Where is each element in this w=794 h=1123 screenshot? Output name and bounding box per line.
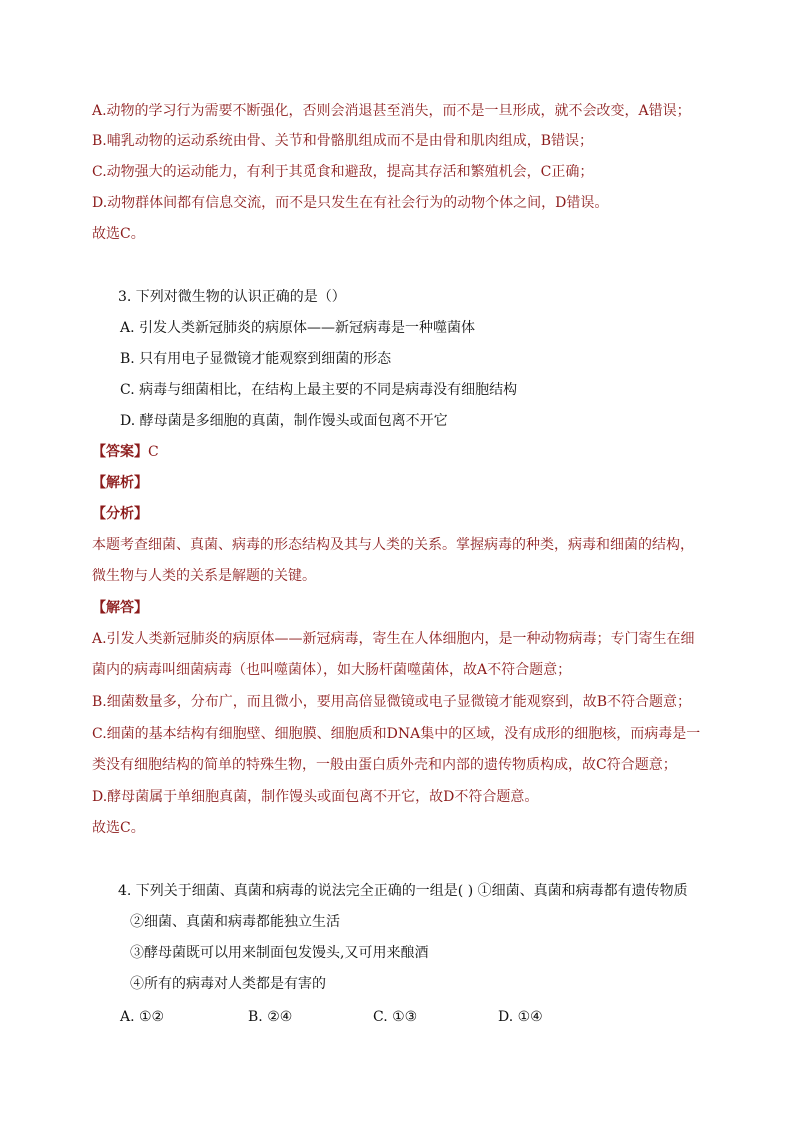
q3-jieda-line-4: C.细菌的基本结构有细胞壁、细胞膜、细胞质和DNA集中的区域，没有成形的细胞核，而病毒是一 — [92, 726, 701, 742]
q4-option-c: C. ①③ — [373, 1009, 418, 1025]
q3-jieda-line-2: 菌内的病毒叫细菌病毒（也叫噬菌体），如大肠杆菌噬菌体，故A不符合题意； — [92, 662, 572, 678]
q4-option-d: D. ①④ — [498, 1009, 543, 1025]
q3-option-b: B. 只有用电子显微镜才能观察到细菌的形态 — [120, 351, 392, 367]
q3-stem: 3. 下列对微生物的认识正确的是（） — [118, 289, 346, 305]
q4-item-4: ④所有的病毒对人类都是有害的 — [130, 976, 326, 992]
q3-option-c: C. 病毒与细菌相比，在结构上最主要的不同是病毒没有细胞结构 — [120, 382, 518, 398]
analysis-q2-conclusion: 故选C。 — [92, 226, 145, 242]
q3-conclusion: 故选C。 — [92, 820, 145, 836]
q4-option-a: A. ①② — [120, 1009, 165, 1025]
analysis-q2-a: A.动物的学习行为需要不断强化，否则会消退甚至消失，而不是一旦形成，就不会改变，A错误； — [92, 103, 691, 119]
analysis-q2-b: B.哺乳动物的运动系统由骨、关节和骨骼肌组成而不是由骨和肌肉组成，B错误； — [92, 133, 594, 149]
analysis-q2-d: D.动物群体间都有信息交流，而不是只发生在有社会行为的动物个体之间，D错误。 — [92, 195, 609, 211]
q3-jieda-line-1: A.引发人类新冠肺炎的病原体——新冠病毒，寄生在人体细胞内，是一种动物病毒；专门寄生在细 — [92, 631, 695, 647]
q3-jieda-heading: 【解答】 — [92, 600, 148, 616]
q4-option-b: B. ②④ — [248, 1009, 293, 1025]
analysis-q2-c: C.动物强大的运动能力，有利于其觅食和避敌，提高其存活和繁殖机会，C正确； — [92, 164, 594, 180]
q3-answer-value: C — [148, 444, 159, 460]
q3-jiexi-heading: 【解析】 — [92, 475, 148, 491]
q4-item-3: ③酵母菌既可以用来制面包发馒头,又可用来酿酒 — [130, 945, 429, 961]
q3-answer-label: 【答案】 — [92, 444, 148, 460]
q3-fenxi-heading: 【分析】 — [92, 506, 148, 522]
q3-option-a: A. 引发人类新冠肺炎的病原体——新冠病毒是一种噬菌体 — [120, 320, 476, 336]
q3-answer — [92, 442, 159, 462]
q3-jieda-line-5: 类没有细胞结构的简单的特殊生物，一般由蛋白质外壳和内部的遗传物质构成，故C符合题意； — [92, 757, 677, 773]
q3-option-d: D. 酵母菌是多细胞的真菌，制作馒头或面包离不开它 — [120, 413, 448, 429]
q3-fenxi-text-2: 微生物与人类的关系是解题的关键。 — [92, 568, 316, 584]
q3-jieda-line-6: D.酵母菌属于单细胞真菌，制作馒头或面包离不开它，故D不符合题意。 — [92, 789, 539, 805]
q4-stem: 4. 下列关于细菌、真菌和病毒的说法完全正确的一组是( ) ①细菌、真菌和病毒都有遗传物质 — [118, 883, 688, 899]
q3-fenxi-text-1: 本题考查细菌、真菌、病毒的形态结构及其与人类的关系。掌握病毒的种类，病毒和细菌的结构， — [92, 537, 694, 553]
q4-item-2: ②细菌、真菌和病毒都能独立生活 — [130, 914, 340, 930]
q3-jieda-line-3: B.细菌数量多，分布广，而且微小，要用高倍显微镜或电子显微镜才能观察到，故B不符合题意； — [92, 694, 692, 710]
q4-options — [0, 1007, 794, 1027]
